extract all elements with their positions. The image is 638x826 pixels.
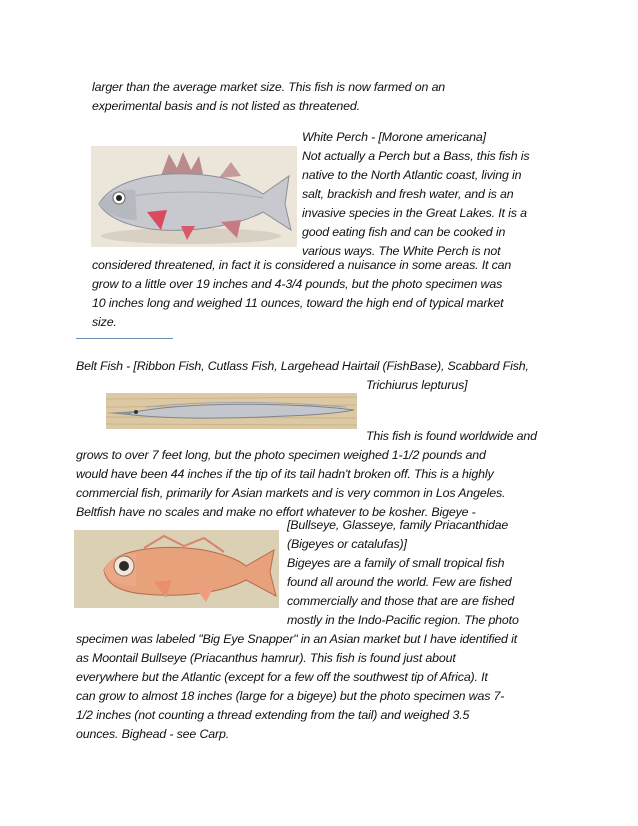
bigeye-line: found all around the world. Few are fished bbox=[287, 575, 512, 589]
bigeye-line: specimen was labeled "Big Eye Snapper" in an Asian market but I have identified it bbox=[76, 632, 517, 646]
bigeye-line: commercially and those that are are fished bbox=[287, 594, 515, 608]
bigeye-line: 1/2 inches (not counting a thread extending from the tail) and weighed 3.5 bbox=[76, 708, 470, 722]
white-perch-photo bbox=[91, 146, 297, 247]
white-perch-line: considered threatened, in fact it is considered a nuisance in some areas. It can bbox=[92, 258, 512, 272]
bigeye-line: everywhere but the Atlantic (except for a few off the southwest tip of Africa). It bbox=[76, 670, 488, 684]
white-perch-title: White Perch - [Morone americana] bbox=[302, 130, 486, 144]
bigeye-line: Bigeyes are a family of small tropical fish bbox=[287, 556, 505, 570]
belt-fish-line: This fish is found worldwide and bbox=[366, 429, 537, 443]
intro-line-2: experimental basis and is not listed as threatened. bbox=[92, 99, 360, 113]
bigeye-line: ounces. Bighead - see Carp. bbox=[76, 727, 229, 741]
section-divider bbox=[76, 338, 173, 339]
bigeye-line: as Moontail Bullseye (Priacanthus hamrur). This fish is found just about bbox=[76, 651, 456, 665]
belt-fish-title-2: Trichiurus lepturus] bbox=[366, 378, 468, 392]
intro-line-1: larger than the average market size. This fish is now farmed on an bbox=[92, 80, 446, 94]
bigeye-line: can grow to almost 18 inches (large for a bigeye) but the photo specimen was 7- bbox=[76, 689, 505, 703]
white-perch-line: invasive species in the Great Lakes. It is a bbox=[302, 206, 527, 220]
white-perch-line: 10 inches long and weighed 11 ounces, toward the high end of typical market bbox=[92, 296, 504, 310]
belt-fish-line: grows to over 7 feet long, but the photo specimen weighed 1-1/2 pounds and bbox=[76, 448, 486, 462]
bigeye-line: mostly in the Indo-Pacific region. The photo bbox=[287, 613, 519, 627]
white-perch-line: size. bbox=[92, 315, 117, 329]
white-perch-line: native to the North Atlantic coast, living in bbox=[302, 168, 522, 182]
belt-fish-title: Belt Fish - [Ribbon Fish, Cutlass Fish, Largehead Hairtail (FishBase), Scabbard Fish, bbox=[76, 359, 529, 373]
white-perch-line: Not actually a Perch but a Bass, this fish is bbox=[302, 149, 530, 163]
white-perch-line: various ways. The White Perch is not bbox=[302, 244, 501, 258]
belt-fish-line: Beltfish have no scales and make no effort whatever to be kosher. Bigeye - bbox=[76, 505, 476, 519]
bigeye-photo bbox=[74, 530, 279, 608]
belt-fish-line: commercial fish, primarily for Asian markets and is very common in Los Angeles. bbox=[76, 486, 506, 500]
white-perch-line: good eating fish and can be cooked in bbox=[302, 225, 506, 239]
white-perch-line: grow to a little over 19 inches and 4-3/4 pounds, but the photo specimen was bbox=[92, 277, 503, 291]
bigeye-line: [Bullseye, Glasseye, family Priacanthidae bbox=[287, 518, 509, 532]
bigeye-line: (Bigeyes or catalufas)] bbox=[287, 537, 407, 551]
white-perch-line: salt, brackish and fresh water, and is an bbox=[302, 187, 514, 201]
belt-fish-photo bbox=[106, 393, 357, 429]
belt-fish-line: would have been 44 inches if the tip of its tail hadn't broken off. This is a highly bbox=[76, 467, 494, 481]
